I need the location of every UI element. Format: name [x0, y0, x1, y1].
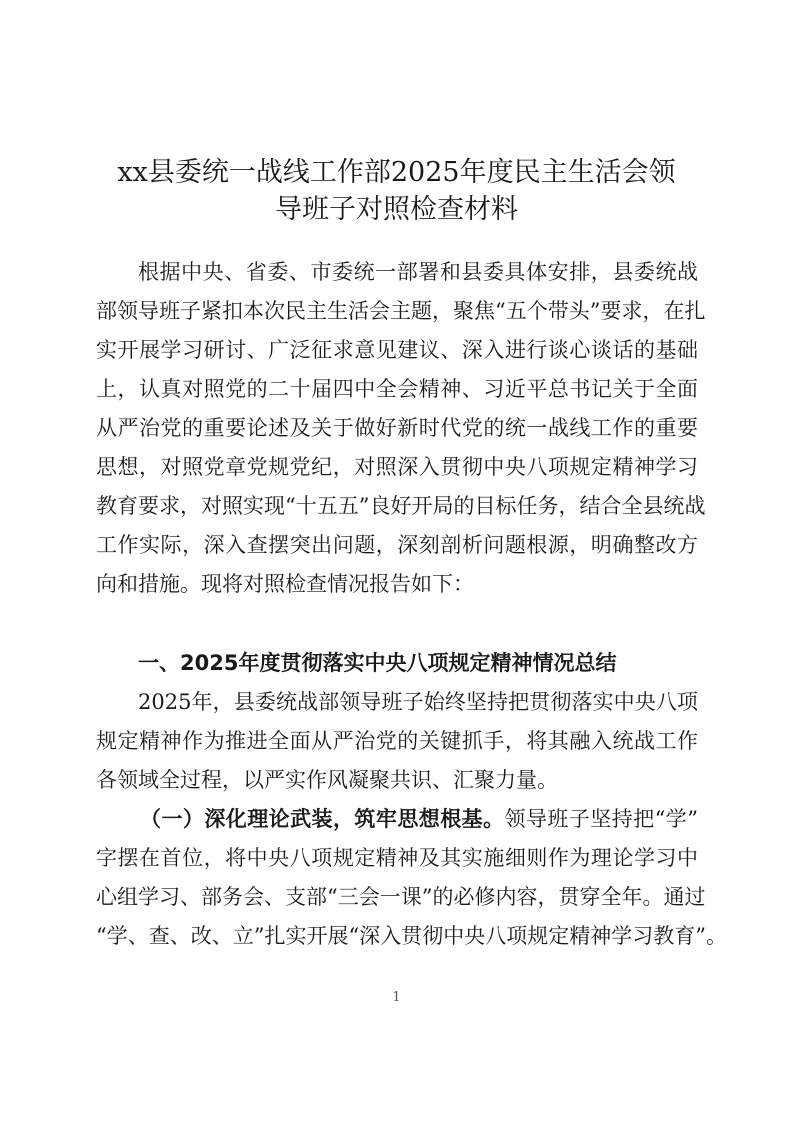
paragraph-line: 实开展学习研讨、广泛征求意见建议、深入进行谈心谈话的基础: [96, 338, 698, 362]
paragraph-line: “学、查、改、立”扎实开展“深入贯彻中央八项规定精神学习教育”。: [96, 924, 727, 948]
paragraph-line: 字摆在首位，将中央八项规定精神及其实施细则作为理论学习中: [96, 846, 698, 870]
paragraph-line: 规定精神作为推进全面从严治党的关键抓手，将其融入统战工作: [96, 729, 698, 753]
paragraph-line: 思想，对照党章党规党纪，对照深入贯彻中央八项规定精神学习: [96, 455, 698, 479]
paragraph-line: 上，认真对照党的二十届四中全会精神、习近平总书记关于全面: [96, 377, 698, 401]
paragraph-line: 从严治党的重要论述及关于做好新时代党的统一战线工作的重要: [96, 416, 698, 440]
subsection-heading: （一）深化理论武装，筑牢思想根基。: [140, 807, 505, 831]
document-title-line-2: 导班子对照检查材料: [275, 194, 518, 225]
paragraph-line: 2025年，县委统战部领导班子始终坚持把贯彻落实中央八项: [138, 690, 698, 714]
paragraph-line: 心组学习、部务会、支部“三会一课”的必修内容，贯穿全年。通过: [96, 885, 706, 909]
paragraph-line: 工作实际，深入查摆突出问题，深刻剖析问题根源，明确整改方: [96, 533, 698, 557]
paragraph-line: 各领域全过程，以严实作风凝聚共识、汇聚力量。: [96, 768, 558, 792]
document-title-line-1: xx县委统一战线工作部2025年度民主生活会领: [117, 157, 676, 188]
paragraph-line: 教育要求，对照实现“十五五”良好开局的目标任务，结合全县统战: [96, 494, 706, 518]
paragraph-text: 领导班子坚持把“学”: [504, 807, 698, 831]
paragraph-line: [140, 806, 698, 832]
paragraph-line: 部领导班子紧扣本次民主生活会主题，聚焦“五个带头”要求，在扎: [96, 299, 706, 323]
section-heading: 一、2025年度贯彻落实中央八项规定精神情况总结: [138, 651, 617, 675]
paragraph-line: 根据中央、省委、市委统一部署和县委具体安排，县委统战: [138, 260, 698, 284]
paragraph-line: 向和措施。现将对照检查情况报告如下：: [96, 572, 474, 596]
page-number: 1: [392, 990, 401, 1005]
